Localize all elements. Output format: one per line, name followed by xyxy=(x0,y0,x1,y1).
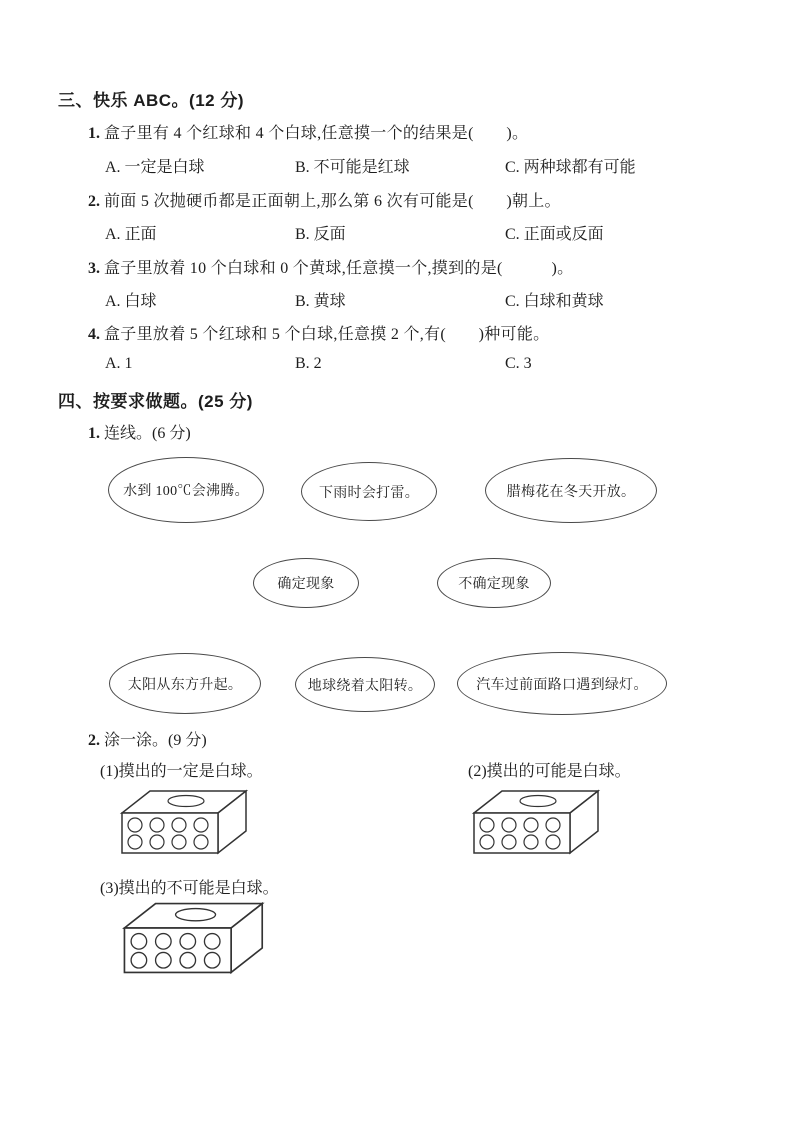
question-item xyxy=(88,188,561,211)
paint-item-3-label: (3)摸出的不可能是白球。 xyxy=(100,880,279,897)
connect-oval: 不确定现象 xyxy=(437,558,551,608)
question-number: 2. xyxy=(88,193,100,210)
paint-exercise-label xyxy=(88,727,207,750)
ball-box-illustration xyxy=(118,787,253,857)
connect-oval: 下雨时会打雷。 xyxy=(301,462,437,521)
paint-item-2-label: (2)摸出的可能是白球。 xyxy=(468,763,631,780)
connect-oval: 腊梅花在冬天开放。 xyxy=(485,458,657,523)
paint-item-1-label: (1)摸出的一定是白球。 xyxy=(100,763,263,780)
connect-oval: 水到 100℃会沸腾。 xyxy=(108,457,264,523)
option-c: C. 两种球都有可能 xyxy=(505,159,636,176)
question-text: 盒子里放着 5 个红球和 5 个白球,任意摸 2 个,有( )种可能。 xyxy=(104,326,550,343)
connect-oval: 汽车过前面路口遇到绿灯。 xyxy=(457,652,667,715)
question-item xyxy=(88,120,528,143)
question-item xyxy=(88,321,549,344)
question-number: 4. xyxy=(88,326,100,343)
connect-oval: 地球绕着太阳转。 xyxy=(295,657,435,712)
question-number: 1. xyxy=(88,425,100,442)
option-c: C. 正面或反面 xyxy=(505,226,604,243)
ball-box-illustration xyxy=(120,899,270,977)
connect-oval: 太阳从东方升起。 xyxy=(109,653,261,714)
option-b: B. 黄球 xyxy=(295,293,346,310)
option-c: C. 3 xyxy=(505,355,532,372)
question-number: 3. xyxy=(88,260,100,277)
question-number: 1. xyxy=(88,125,100,142)
option-a: A. 一定是白球 xyxy=(105,159,205,176)
question-number: 2. xyxy=(88,732,100,749)
option-b: B. 反面 xyxy=(295,226,346,243)
option-a: A. 正面 xyxy=(105,226,157,243)
section-heading-4: 四、按要求做题。(25 分) xyxy=(58,392,253,411)
exercise-label-text: 涂一涂。(9 分) xyxy=(104,732,207,749)
ball-box-illustration xyxy=(470,787,605,857)
question-text: 盒子里放着 10 个白球和 0 个黄球,任意摸一个,摸到的是( )。 xyxy=(104,260,574,277)
option-c: C. 白球和黄球 xyxy=(505,293,604,310)
options-row xyxy=(105,288,765,311)
question-item xyxy=(88,255,573,278)
question-text: 前面 5 次抛硬币都是正面朝上,那么第 6 次有可能是( )朝上。 xyxy=(104,193,561,210)
option-a: A. 白球 xyxy=(105,293,157,310)
option-a: A. 1 xyxy=(105,355,133,372)
question-text: 盒子里有 4 个红球和 4 个白球,任意摸一个的结果是( )。 xyxy=(104,125,529,142)
section-heading-3: 三、快乐 ABC。(12 分) xyxy=(58,91,245,110)
connect-oval: 确定现象 xyxy=(253,558,359,608)
exercise-label-text: 连线。(6 分) xyxy=(104,425,191,442)
options-row xyxy=(105,355,765,373)
connect-area xyxy=(58,447,758,732)
options-row xyxy=(105,221,765,244)
option-b: B. 不可能是红球 xyxy=(295,159,410,176)
options-row xyxy=(105,154,765,177)
option-b: B. 2 xyxy=(295,355,322,372)
connect-exercise-label xyxy=(88,420,191,443)
